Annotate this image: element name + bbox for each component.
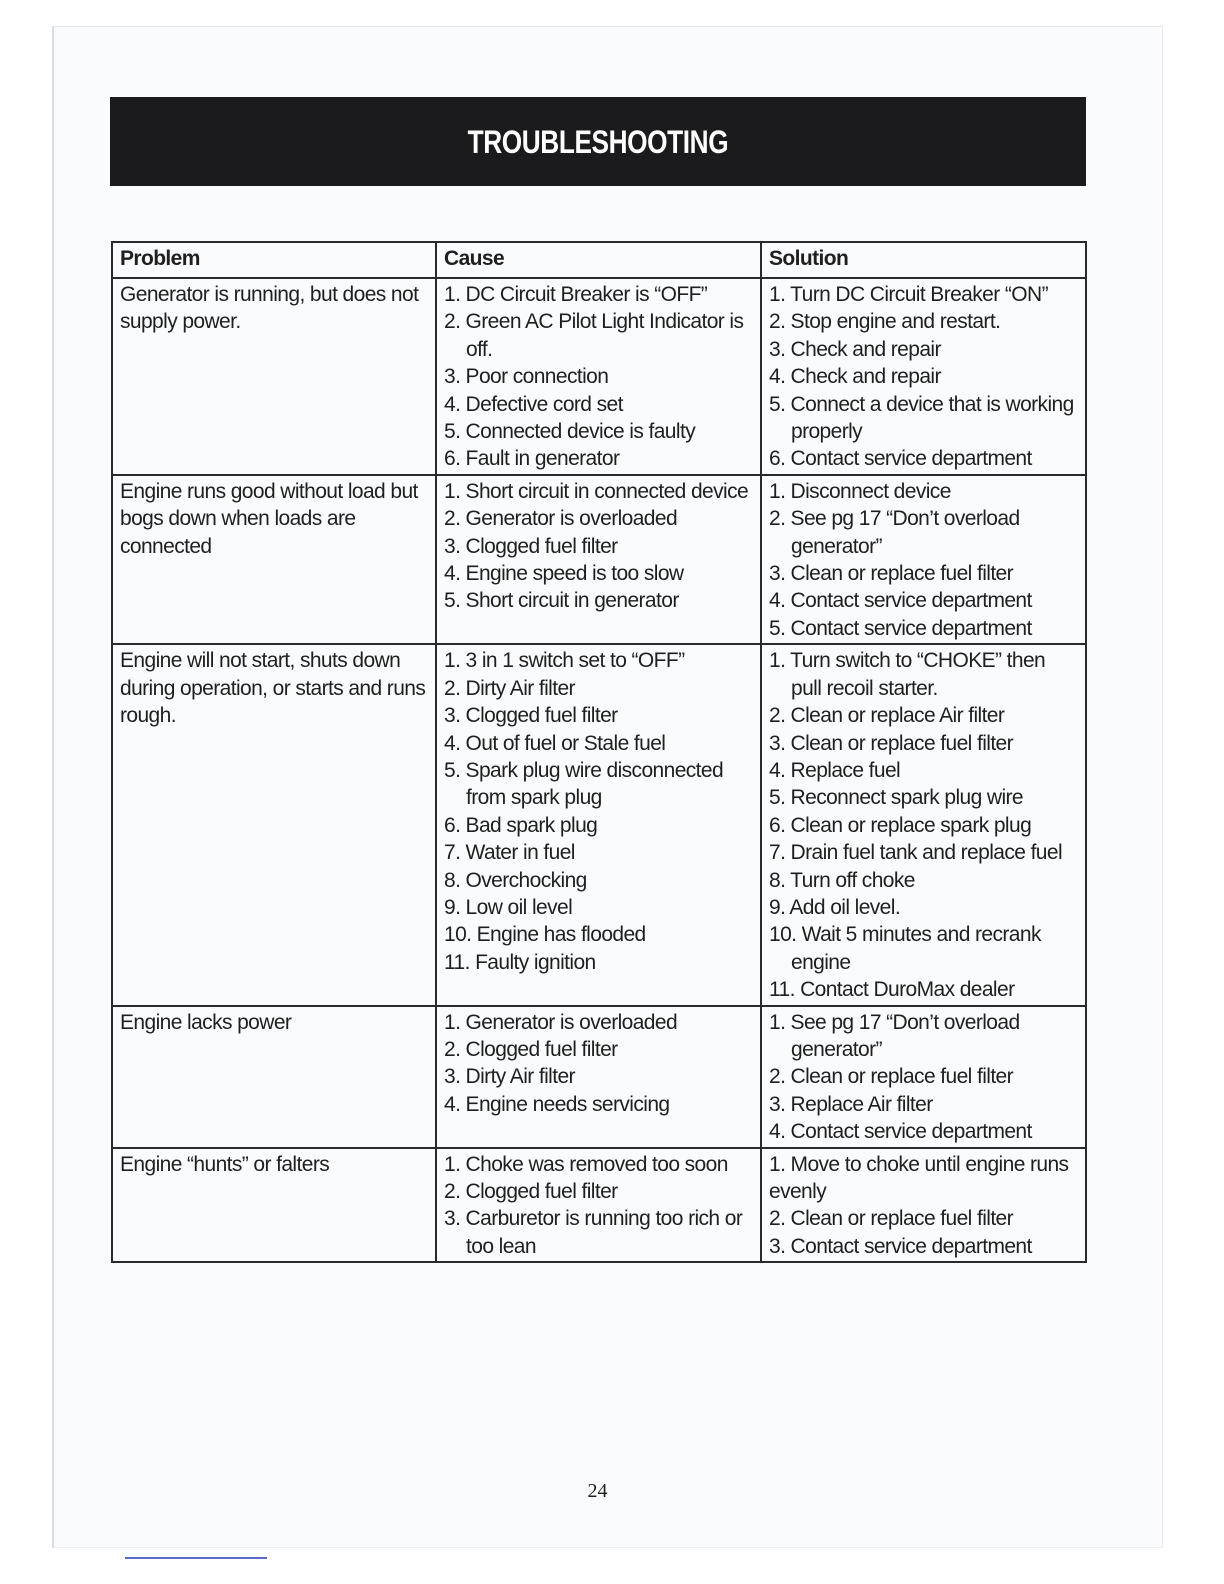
- cause-item: 7. Water in fuel: [444, 841, 575, 865]
- solution-item: 1. Move to choke until engine runs evenly: [769, 1152, 1069, 1203]
- cause-item: 5. Connected device is faulty: [444, 420, 696, 444]
- cause-item: 3. Clogged fuel filter: [444, 534, 618, 558]
- solution-item: 1. Turn DC Circuit Breaker “ON”: [769, 283, 1048, 306]
- page-title: TROUBLESHOOTING: [467, 124, 729, 160]
- solution-item: 11. Contact DuroMax dealer: [769, 978, 1015, 1002]
- cause-item: 3. Clogged fuel filter: [444, 704, 618, 728]
- cause-cell: [436, 1006, 761, 1148]
- page-number: 24: [587, 1480, 608, 1502]
- cause-item: 1. Generator is overloaded: [444, 1010, 678, 1034]
- problem-cell: Engine will not start, shuts down during operation, or starts and runs rough.: [112, 644, 436, 1005]
- solution-item: 4. Check and repair: [769, 365, 941, 389]
- cause-cell: [436, 1148, 761, 1263]
- cause-item: 6. Bad spark plug: [444, 813, 598, 837]
- table-header-row: [112, 242, 1086, 278]
- solution-item: 1. Disconnect device: [769, 479, 951, 503]
- divider: [125, 1557, 267, 1559]
- problem-cell: Engine runs good without load but bogs down when loads are connected: [112, 475, 436, 644]
- cause-cell: [436, 475, 761, 644]
- solution-item: 4. Contact service department: [769, 589, 1032, 613]
- solution-item: 2. Stop engine and restart.: [769, 310, 1001, 334]
- solution-item: 1. See pg 17 “Don’t overload generator”: [769, 1010, 1020, 1061]
- cause-item: 5. Spark plug wire disconnected from spark plug: [444, 758, 724, 810]
- cause-item: 2. Green AC Pilot Light Indicator is off.: [444, 310, 744, 361]
- solution-item: 5. Contact service department: [769, 616, 1032, 640]
- cause-item: 4. Engine needs servicing: [444, 1092, 670, 1116]
- table-row: [112, 1006, 1086, 1148]
- cause-item: 10. Engine has flooded: [444, 923, 646, 947]
- cause-item: 11. Faulty ignition: [444, 950, 596, 974]
- cause-item: 5. Short circuit in generator: [444, 589, 679, 613]
- cause-item: 1. DC Circuit Breaker is “OFF”: [444, 283, 708, 306]
- solution-cell: [761, 1148, 1086, 1263]
- solution-item: 3. Contact service department: [769, 1234, 1032, 1258]
- solution-item: 2. Clean or replace fuel filter: [769, 1065, 1014, 1089]
- cause-item: 2. Dirty Air filter: [444, 676, 575, 700]
- solution-item: 8. Turn off choke: [769, 868, 915, 892]
- solution-item: 3. Clean or replace fuel filter: [769, 731, 1014, 755]
- cause-item: 2. Generator is overloaded: [444, 507, 678, 531]
- cause-cell: [436, 278, 761, 475]
- table-row: [112, 1148, 1086, 1263]
- solution-item: 10. Wait 5 minutes and recrank engine: [769, 923, 1041, 974]
- cause-list: [444, 1151, 754, 1261]
- solution-item: 3. Replace Air filter: [769, 1092, 933, 1116]
- solution-item: 2. See pg 17 “Don’t overload generator”: [769, 507, 1020, 558]
- solution-item: 4. Replace fuel: [769, 758, 901, 782]
- column-header-problem: Problem: [112, 242, 436, 278]
- cause-item: 8. Overchocking: [444, 868, 587, 892]
- solution-item: 5. Connect a device that is working properly: [769, 392, 1074, 444]
- cause-item: 6. Fault in generator: [444, 447, 620, 471]
- table-row: [112, 475, 1086, 644]
- cause-list: [444, 647, 754, 976]
- solution-list: [769, 1009, 1079, 1146]
- solution-item: 6. Clean or replace spark plug: [769, 813, 1032, 837]
- solution-item: 7. Drain fuel tank and replace fuel: [769, 841, 1063, 865]
- solution-cell: [761, 278, 1086, 475]
- cause-list: [444, 1009, 754, 1119]
- solution-item: 9. Add oil level.: [769, 895, 901, 919]
- cause-item: 4. Defective cord set: [444, 392, 623, 416]
- solution-cell: [761, 644, 1086, 1005]
- cause-item: 1. 3 in 1 switch set to “OFF”: [444, 649, 685, 673]
- cause-item: 1. Short circuit in connected device: [444, 479, 749, 503]
- solution-list: [769, 281, 1079, 473]
- solution-cell: [761, 1006, 1086, 1148]
- solution-cell: [761, 475, 1086, 644]
- cause-item: 2. Clogged fuel filter: [444, 1037, 618, 1061]
- table-body: [112, 278, 1086, 1262]
- solution-item: 3. Clean or replace fuel filter: [769, 562, 1014, 586]
- table-row: [112, 644, 1086, 1005]
- problem-cell: Engine “hunts” or falters: [112, 1148, 436, 1263]
- solution-item: 6. Contact service department: [769, 447, 1032, 471]
- solution-list: [769, 1151, 1079, 1261]
- cause-list: [444, 478, 754, 615]
- solution-item: 2. Clean or replace fuel filter: [769, 1207, 1014, 1231]
- cause-item: 2. Clogged fuel filter: [444, 1180, 618, 1203]
- cause-cell: [436, 644, 761, 1005]
- cause-item: 3. Poor connection: [444, 365, 609, 389]
- solution-item: 5. Reconnect spark plug wire: [769, 786, 1024, 810]
- section-header: [110, 97, 1086, 186]
- solution-item: 1. Turn switch to “CHOKE” then pull recoil starter.: [769, 649, 1046, 700]
- problem-cell: Engine lacks power: [112, 1006, 436, 1148]
- solution-item: 3. Check and repair: [769, 337, 941, 361]
- column-header-cause: Cause: [436, 242, 761, 278]
- solution-list: [769, 478, 1079, 642]
- table-row: [112, 278, 1086, 475]
- cause-item: 4. Engine speed is too slow: [444, 562, 684, 586]
- solution-item: 2. Clean or replace Air filter: [769, 704, 1005, 728]
- cause-item: 3. Dirty Air filter: [444, 1065, 575, 1089]
- solution-item: 4. Contact service department: [769, 1120, 1032, 1144]
- cause-item: 3. Carburetor is running too rich or too lean: [444, 1207, 743, 1258]
- cause-item: 4. Out of fuel or Stale fuel: [444, 731, 666, 755]
- cause-list: [444, 281, 754, 473]
- cause-item: 1. Choke was removed too soon: [444, 1152, 728, 1176]
- problem-cell: Generator is running, but does not supply power.: [112, 278, 436, 475]
- solution-list: [769, 647, 1079, 1003]
- cause-item: 9. Low oil level: [444, 895, 573, 919]
- troubleshooting-table: [111, 241, 1087, 1263]
- column-header-solution: Solution: [761, 242, 1086, 278]
